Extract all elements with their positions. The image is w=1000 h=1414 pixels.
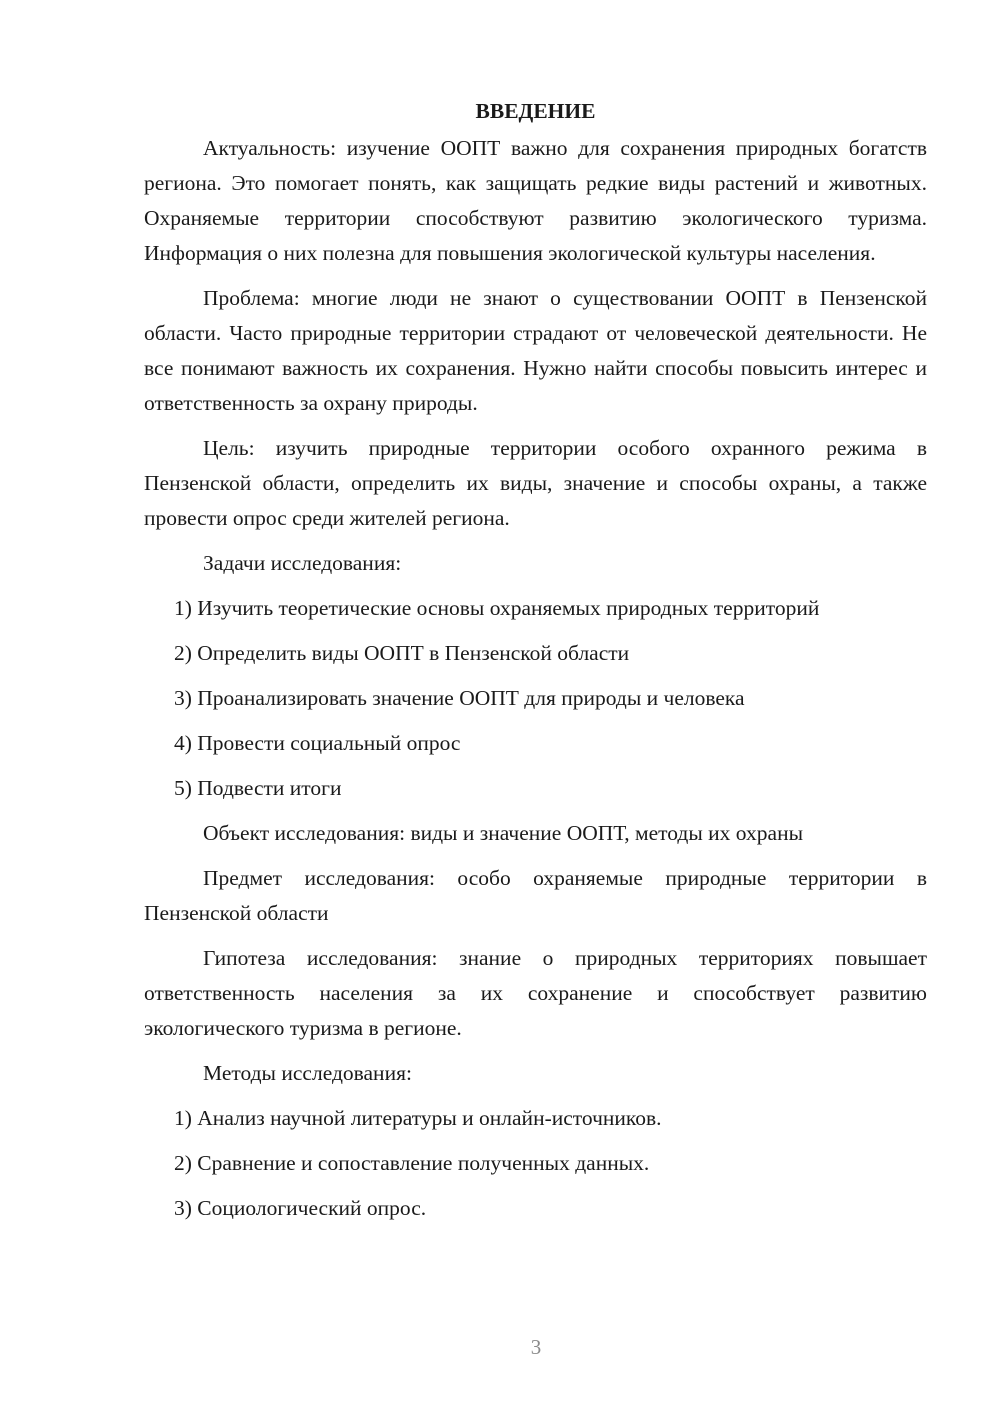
list-item: 1) Изучить теоретические основы охраняемых природных территорий — [174, 596, 820, 620]
goal-paragraph: Цель: изучить природные территории особого охранного режима в Пензенской области, определить их виды, значение и способы охраны, а также провести опрос среди жителей региона. — [144, 436, 927, 530]
list-item: 4) Провести социальный опрос — [174, 731, 461, 755]
list-item: 3) Проанализировать значение ООПТ для природы и человека — [174, 686, 745, 710]
list-item: 1) Анализ научной литературы и онлайн-источников. — [174, 1106, 662, 1130]
list-item: 5) Подвести итоги — [174, 776, 342, 800]
page-number: 3 — [530, 1335, 542, 1359]
list-item: 2) Определить виды ООПТ в Пензенской области — [174, 641, 630, 665]
section-heading: ВВЕДЕНИЕ — [475, 99, 596, 123]
hypothesis-paragraph: Гипотеза исследования: знание о природных территориях повышает ответственность населения за их сохранение и способствует развитию экологического туризма в регионе. — [144, 946, 927, 1040]
object-paragraph: Объект исследования: виды и значение ООПТ, методы их охраны — [203, 821, 804, 845]
methods-list — [144, 1101, 927, 1226]
page-content — [144, 94, 927, 1236]
list-item: 2) Сравнение и сопоставление полученных данных. — [174, 1151, 650, 1175]
subject-paragraph: Предмет исследования: особо охраняемые природные территории в Пензенской области — [144, 866, 927, 925]
problem-paragraph: Проблема: многие люди не знают о существовании ООПТ в Пензенской области. Часто природные территории страдают от человеческой деятельности. Не все понимают важность их сохранения. Нужно найти способы повысить интерес и ответственность за охрану природы. — [144, 286, 927, 415]
methods-title: Методы исследования: — [203, 1061, 412, 1085]
tasks-title: Задачи исследования: — [203, 551, 402, 575]
list-item: 3) Социологический опрос. — [174, 1196, 427, 1220]
tasks-list — [144, 591, 927, 806]
relevance-paragraph: Актуальность: изучение ООПТ важно для сохранения природных богатств региона. Это помогает понять, как защищать редкие виды растений и животных. Охраняемые территории способствуют развитию экологического туризма. Информация о них полезна для повышения экологической культуры населения. — [144, 136, 927, 265]
